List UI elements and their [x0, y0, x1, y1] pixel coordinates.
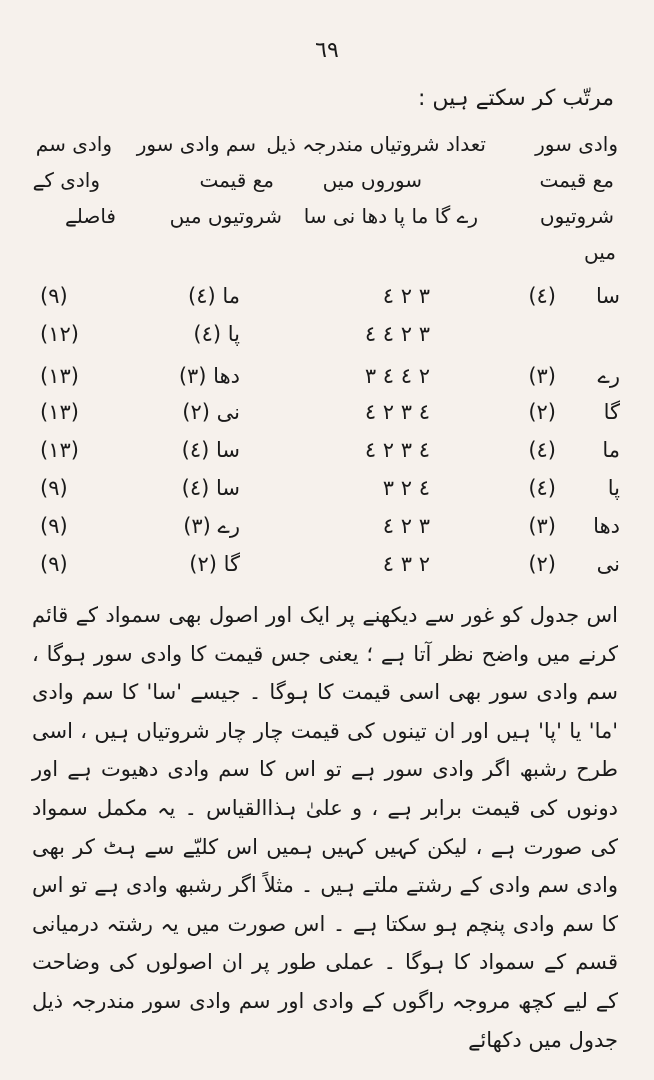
header-cell: سم وادی سور — [136, 132, 256, 156]
header-cell: مع قیمت — [199, 168, 274, 192]
gap-cell: (١٣) — [40, 438, 79, 462]
swar-cell: دھا — [593, 514, 620, 538]
header-cell: شروتیوں — [539, 204, 614, 228]
shruti-cell: (٣) — [528, 514, 556, 538]
table-row — [40, 322, 620, 356]
table-row — [40, 400, 620, 434]
header-cell: وادی سور — [535, 132, 618, 156]
shruti-cell: (٢) — [528, 552, 556, 576]
table-row — [40, 552, 620, 586]
gap-cell: (٩) — [40, 284, 68, 308]
samvadi-cell: گا (٢) — [189, 552, 240, 576]
gap-cell: (٩) — [40, 514, 68, 538]
shruti-cell: (٣) — [528, 364, 556, 388]
header-cell: میں — [584, 240, 616, 264]
shruti-cell: (٤) — [528, 284, 556, 308]
header-cell: وادی سم — [35, 132, 112, 156]
table-row — [40, 284, 620, 318]
samvadi-cell: سا (٤) — [181, 476, 240, 500]
samvadi-cell: نی (٢) — [182, 400, 240, 424]
shruti-cell: (٢) — [528, 400, 556, 424]
interval-cell: ٢ ٣ ٤ — [382, 552, 430, 576]
header-cell: رے گا ما پا دھا نی سا — [303, 204, 478, 228]
samvadi-cell: دھا (٣) — [178, 364, 240, 388]
shruti-cell: (٤) — [528, 438, 556, 462]
header-cell: تعداد شروتیاں مندرجہ ذیل — [266, 132, 486, 156]
header-cell: سوروں میں — [322, 168, 422, 192]
header-cell: مع قیمت — [539, 168, 614, 192]
samvadi-cell: رے (٣) — [183, 514, 240, 538]
swar-cell: پا — [607, 476, 620, 500]
samvadi-cell: پا (٤) — [193, 322, 240, 346]
swar-cell: ما — [602, 438, 620, 462]
body-paragraph: اس جدول کو غور سے دیکھنے پر ایک اور اصول بھی سمواد کے قائم کرنے میں واضح نظر آتا ہے ؛ یعنی جس قیمت کا وادی سور ہوگا ، سم وادی سور بھی اسی قیمت کا ہوگا ۔ جیسے 'سا' کا سم وادی 'ما' یا 'پا' ہیں اور ان تینوں کی قیمت چار چار شروتیاں ہیں ، اسی طرح رشبھ اگر وادی سور ہے تو اس کا سم وادی دھیوت ہے اور دونوں کی قیمت برابر ہے ، و علیٰ ہذاالقیاس ۔ یہ مکمل سمواد کی صورت ہے ، لیکن کہیں کہیں ہمیں اس کلیّے سے ہٹ کر بھی وادی سم وادی کے رشتے ملتے ہیں ۔ مثلاً اگر رشبھ وادی ہے تو اس کا سم وادی پنچم ہو سکتا ہے ۔ اس صورت میں یہ رشتہ درمیانی قسم کے سمواد کا ہوگا ۔ عملی طور پر ان اصولوں کی وضاحت کے لیے کچھ مروجہ راگوں کے وادی اور سم وادی سور مندرجہ ذیل جدول میں دکھائے — [32, 603, 618, 1052]
page-number: ٦٩ — [315, 38, 339, 63]
shruti-cell: (٤) — [528, 476, 556, 500]
interval-cell: ٢ ٤ ٤ ٣ — [364, 364, 430, 388]
table-row — [40, 476, 620, 510]
gap-cell: (١٣) — [40, 400, 79, 424]
interval-cell: ٤ ٣ ٢ ٤ — [364, 400, 430, 424]
swar-cell: رے — [597, 364, 620, 388]
gap-cell: (٩) — [40, 552, 68, 576]
swar-cell: نی — [596, 552, 620, 576]
table-row — [40, 438, 620, 472]
gap-cell: (٩) — [40, 476, 68, 500]
interval-cell: ٣ ٢ ٤ — [382, 514, 430, 538]
samvadi-cell: ما (٤) — [188, 284, 240, 308]
interval-cell: ٣ ٢ ٤ — [382, 284, 430, 308]
table-row — [40, 514, 620, 548]
gap-cell: (١٣) — [40, 364, 79, 388]
samvadi-cell: سا (٤) — [181, 438, 240, 462]
header-cell: وادی کے — [32, 168, 100, 192]
swar-cell: گا — [603, 400, 620, 424]
interval-cell: ٣ ٢ ٤ ٤ — [364, 322, 430, 346]
gap-cell: (١٢) — [40, 322, 79, 346]
swar-cell: سا — [596, 284, 620, 308]
interval-cell: ٤ ٢ ٣ — [382, 476, 430, 500]
interval-cell: ٤ ٣ ٢ ٤ — [364, 438, 430, 462]
table-row — [40, 364, 620, 398]
heading: مرتّب کر سکتے ہیں : — [417, 86, 614, 111]
header-cell: فاصلے — [65, 204, 116, 228]
header-cell: شروتیوں میں — [169, 204, 282, 228]
